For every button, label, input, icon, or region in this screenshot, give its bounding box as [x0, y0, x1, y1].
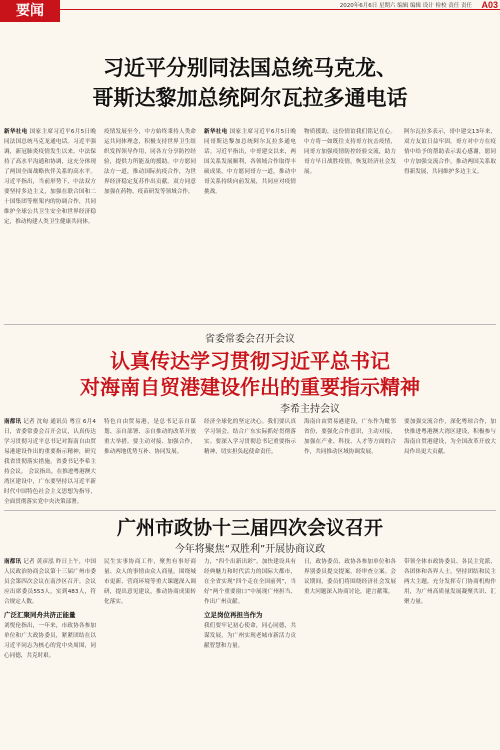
story1-column-4: 物质援助，这份情谊我们铭记在心。中方将一如既往支持哥方抗击疫情，同哥方加强疫情防控经验交流，助力哥方早日战胜疫情，恢复经济社会发展。 [304, 129, 396, 175]
story2-kicker: 省委常委会召开会议 [205, 334, 295, 345]
page-number: A03 [481, 0, 498, 10]
story1-column-3 [204, 127, 296, 319]
story3-column-3 [204, 557, 296, 747]
story1-headline-line2: 哥斯达黎加总统阿尔瓦拉多通电话 [92, 86, 408, 110]
story3-column-5: 带领全体市政协委员、各民主党派、各团体和各界人士，坚持团结和民主两大主题，充分发挥专门协商机构作用，为广州高质量发展凝聚共识、汇聚力量。 [404, 559, 496, 605]
story1-col3-text: 国家主席习近平6月5日晚同哥斯达黎加总统阿尔瓦拉多通电话。习近平指出，中哥建交以来，两国关系发展顺利，各领域合作取得丰硕成果。中方愿同哥方一道，推动中哥关系持续向前发展，共同应对疫情挑战。 [204, 129, 296, 195]
masthead-rule [60, 9, 500, 10]
divider-2 [4, 510, 496, 511]
story2-chair: 李希主持会议 [280, 404, 340, 415]
story1-headline-line1: 习近平分别同法国总统马克龙、 [103, 56, 397, 80]
story3-col3-subhead: 立足岗位再担当作为 [204, 611, 263, 619]
story3-col1-text: 记者 黄彦泓 昨日上午，中国人民政治协商会议第十三届广州市委员会第四次会议在南沙区召开。会议应出席委员553人，实到483人，符合规定人数。 [4, 559, 96, 605]
story3-col1-subhead: 广泛汇聚同舟共济正能量 [4, 611, 76, 619]
story2-headline-line1: 认真传达学习贯彻习近平总书记 [110, 349, 390, 373]
story3-col3b-text: 我们要牢记初心使命，同心同德，共谋发展，为广州实现老城市新活力贡献智慧和力量。 [204, 623, 296, 649]
story2-col1-text: 记者 沈甸 通讯员 粤宣 6月4日，省委常委会召开会议，认真传达学习贯彻习近平总书记对海南自由贸易港建设作出的重要指示精神，研究我省贯彻落实措施。省委书记李希主持会议。 [4, 419, 96, 475]
story2-headline-line2: 对海南自贸港建设作出的重要指示精神 [80, 375, 420, 399]
story3-dateline: 南都讯 [4, 559, 22, 565]
story3-column-1 [4, 557, 96, 747]
story2-column-4: 海南自由贸易港建设，广东作为毗邻省份，要强化合作意识，主动对接，加强在产业、科技、人才等方面的合作，共同推动区域协调发展。 [304, 419, 396, 455]
story1-dateline: 新华社电 [4, 129, 28, 135]
story1-column-1 [4, 127, 96, 319]
story2-col1b-text: 会议指出，在推进粤港澳大湾区建设中，广东要坚持以习近平新时代中国特色社会主义思想为指导，全面贯彻落实党中央决策部署。 [4, 469, 96, 505]
story1-column-5: 阿尔瓦拉多表示，哥中建交13年来，双方友谊日益牢固。哥方对中方在疫情中给予的帮助表示衷心感谢，愿同中方加强交流合作，推动两国关系取得新发展，共同维护多边主义。 [404, 129, 496, 175]
masthead [0, 0, 500, 22]
section-tag: 要闻 [0, 0, 60, 22]
story3-col3-text: 力，“四个出新出彩”。加快建设具有经典魅力和时代活力的国际大都市，在全省实现“四个走在全国前列”，当好“两个重要窗口”中展现广州担当、作出广州贡献。 [204, 559, 296, 605]
story2-column-5: 要加强交流合作，深化粤琼合作，加快推进粤港澳大湾区建设，积极参与海南自贸港建设，为全国改革开放大局作出更大贡献。 [404, 419, 496, 455]
story1-col3-dateline: 新华社电 [204, 129, 228, 135]
story3-col1b-text: 刘悦伦指出，一年来，市政协各参加单位和广大政协委员，紧紧团结在以习近平同志为核心的党中央周围，同心同德，共克时艰。 [4, 623, 96, 659]
story3-headline: 广州市政协十三届四次会议召开 [116, 517, 383, 539]
story3-column-2: 民生实事协商工作，聚焦有事好商量、众人的事情由众人商量。围绕城市更新、营商环境等重大课题深入调研，提出意见建议，推动协商成果转化落实。 [104, 559, 196, 605]
divider-1 [4, 324, 496, 325]
story2-dateline: 南都讯 [4, 419, 22, 425]
story3-subhead: 今年将聚焦“双胜利”开展协商议政 [174, 544, 326, 555]
story2-column-3: 经济全球化的坚定决心。我们要认真学习领会，结合广东实际抓好贯彻落实。要深入学习贯彻总书记重要指示精神，切实担负起使命责任。 [204, 419, 296, 455]
story1-col1-text: 国家主席习近平6月5日晚同法国总统马克龙通电话。习近平强调，新冠肺炎疫情发生以来，中法保持了高水平沟通和协调，这充分体现了两国全面战略伙伴关系的高水平。习近平指出，当前形势下，中法双方要坚持多边主义，加强在联合国和二十国集团等框架内的协调合作，共同维护全球公共卫生安全和世界经济稳定，推动构建人类卫生健康共同体。 [4, 129, 96, 225]
story3-column-4: 日，政协委员、政协各参加单位和各界别委员提交提案，经审查立案。会议期间，委员们将围绕经济社会发展重大问题深入协商讨论，建言献策。 [304, 559, 396, 595]
story1-column-2: 疫情发展至今，中方始终秉持人类命运共同体理念，积极支持世界卫生组织发挥领导作用，同各方分享防控经验，提供力所能及的援助。中方愿同法方一道，推动国际抗疫合作，为世界经济稳定复苏作出贡献。双方同意加强在药物、疫苗研发等领域合作。 [104, 129, 196, 195]
masthead-info: 2020年6月6日 星期六 编辑 编辑 设计 检校 责任 责任 [339, 3, 472, 9]
story2-column-2: 特色自由贸易港，是总书记亲自谋划、亲自部署、亲自推动的改革开放重大举措。要主动对接、加强合作，推动两地优势互补、协同发展。 [104, 419, 196, 455]
